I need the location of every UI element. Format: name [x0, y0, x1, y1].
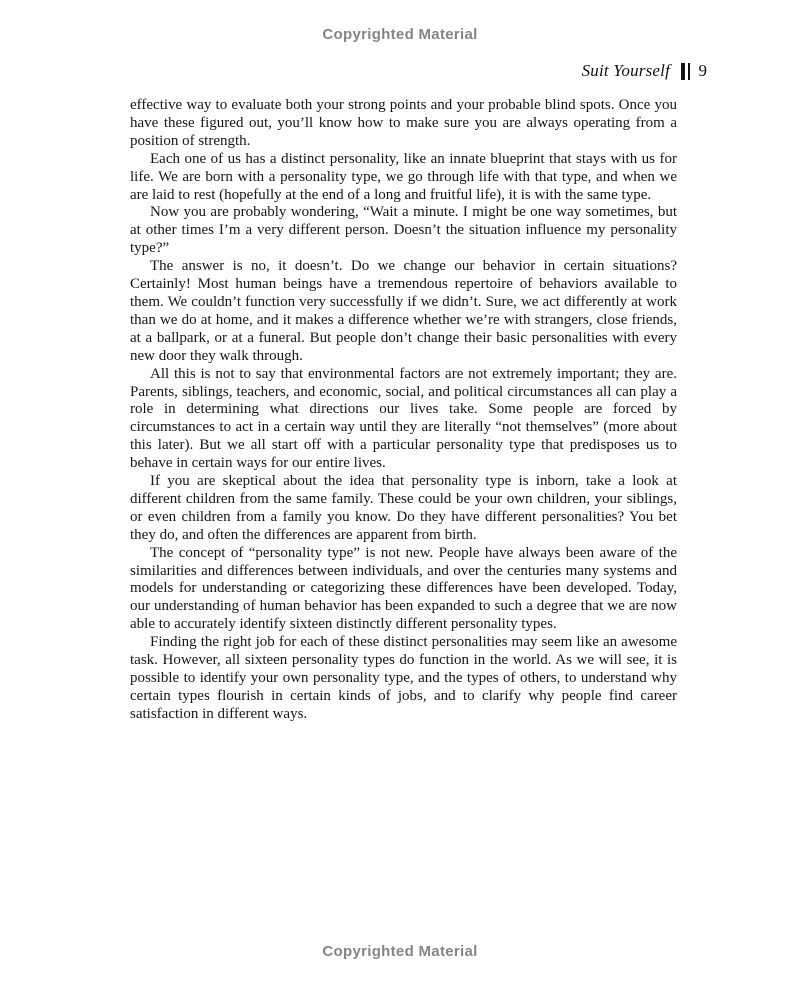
body-paragraph: All this is not to say that environmental factors are not extremely important; they are. Parents, siblings, teachers, and economic, social, and political circumstances all can play a role in determining what directions our lives take. Some people are forced by circumstances to act in a certain way until they are literally “not themselves” (more about this later). But we all start off with a particular personality type that predisposes us to behave in certain ways for our entire lives.	[130, 365, 677, 472]
double-vertical-bar-icon	[681, 63, 690, 80]
body-paragraph: Each one of us has a distinct personality, like an innate blueprint that stays with us for life. We are born with a personality type, we go through life with that type, and when we are laid to rest (hopefully at the end of a long and fruitful life), it is with the same type.	[130, 150, 677, 203]
page-body	[130, 97, 677, 724]
body-paragraph: Now you are probably wondering, “Wait a minute. I might be one way sometimes, but at other times I’m a very different person. Doesn’t the situation influence my personality type?”	[130, 204, 677, 257]
page-number: 9	[698, 61, 707, 80]
book-title: Suit Yourself	[581, 61, 670, 80]
double-bar-thick-stroke	[681, 63, 685, 80]
body-paragraph: Finding the right job for each of these distinct personalities may seem like an awesome task. However, all sixteen personality types do function in the world. As we will see, it is possible to identify your own personality type, and the types of others, to understand why certain types flourish in certain kinds of jobs, and to clarify why people find career satisfaction in different ways.	[130, 634, 677, 722]
body-paragraph: If you are skeptical about the idea that personality type is inborn, take a look at different children from the same family. These could be your own children, your siblings, or even children from a family you know. Do they have different personalities? You bet they do, and often the differences are apparent from birth.	[130, 473, 677, 543]
body-paragraph: The concept of “personality type” is not new. People have always been aware of the similarities and differences between individuals, and over the centuries many systems and models for understanding or categorizing these differences have been developed. Today, our understanding of human behavior has been expanded to such a degree that we are now able to accurately identify sixteen distinctly different personality types.	[130, 544, 677, 633]
copyright-watermark-top: Copyrighted Material	[322, 26, 478, 43]
body-paragraph: effective way to evaluate both your strong points and your probable blind spots. Once you have these figured out, you’ll know how to make sure you are always operating from a position of strength.	[130, 97, 677, 149]
body-paragraph: The answer is no, it doesn’t. Do we change our behavior in certain situations? Certainly! Most human beings have a tremendous repertoire of behaviors available to them. We couldn’t function very successfully if we didn’t. Sure, we act differently at work than we do at home, and it makes a difference whether we’re with strangers, close friends, at a ballpark, or at a funeral. But people don’t change their basic personalities with every new door they walk through.	[130, 258, 677, 364]
double-bar-thin-stroke	[688, 63, 690, 80]
copyright-watermark-bottom: Copyrighted Material	[322, 943, 478, 960]
running-header	[582, 61, 707, 81]
